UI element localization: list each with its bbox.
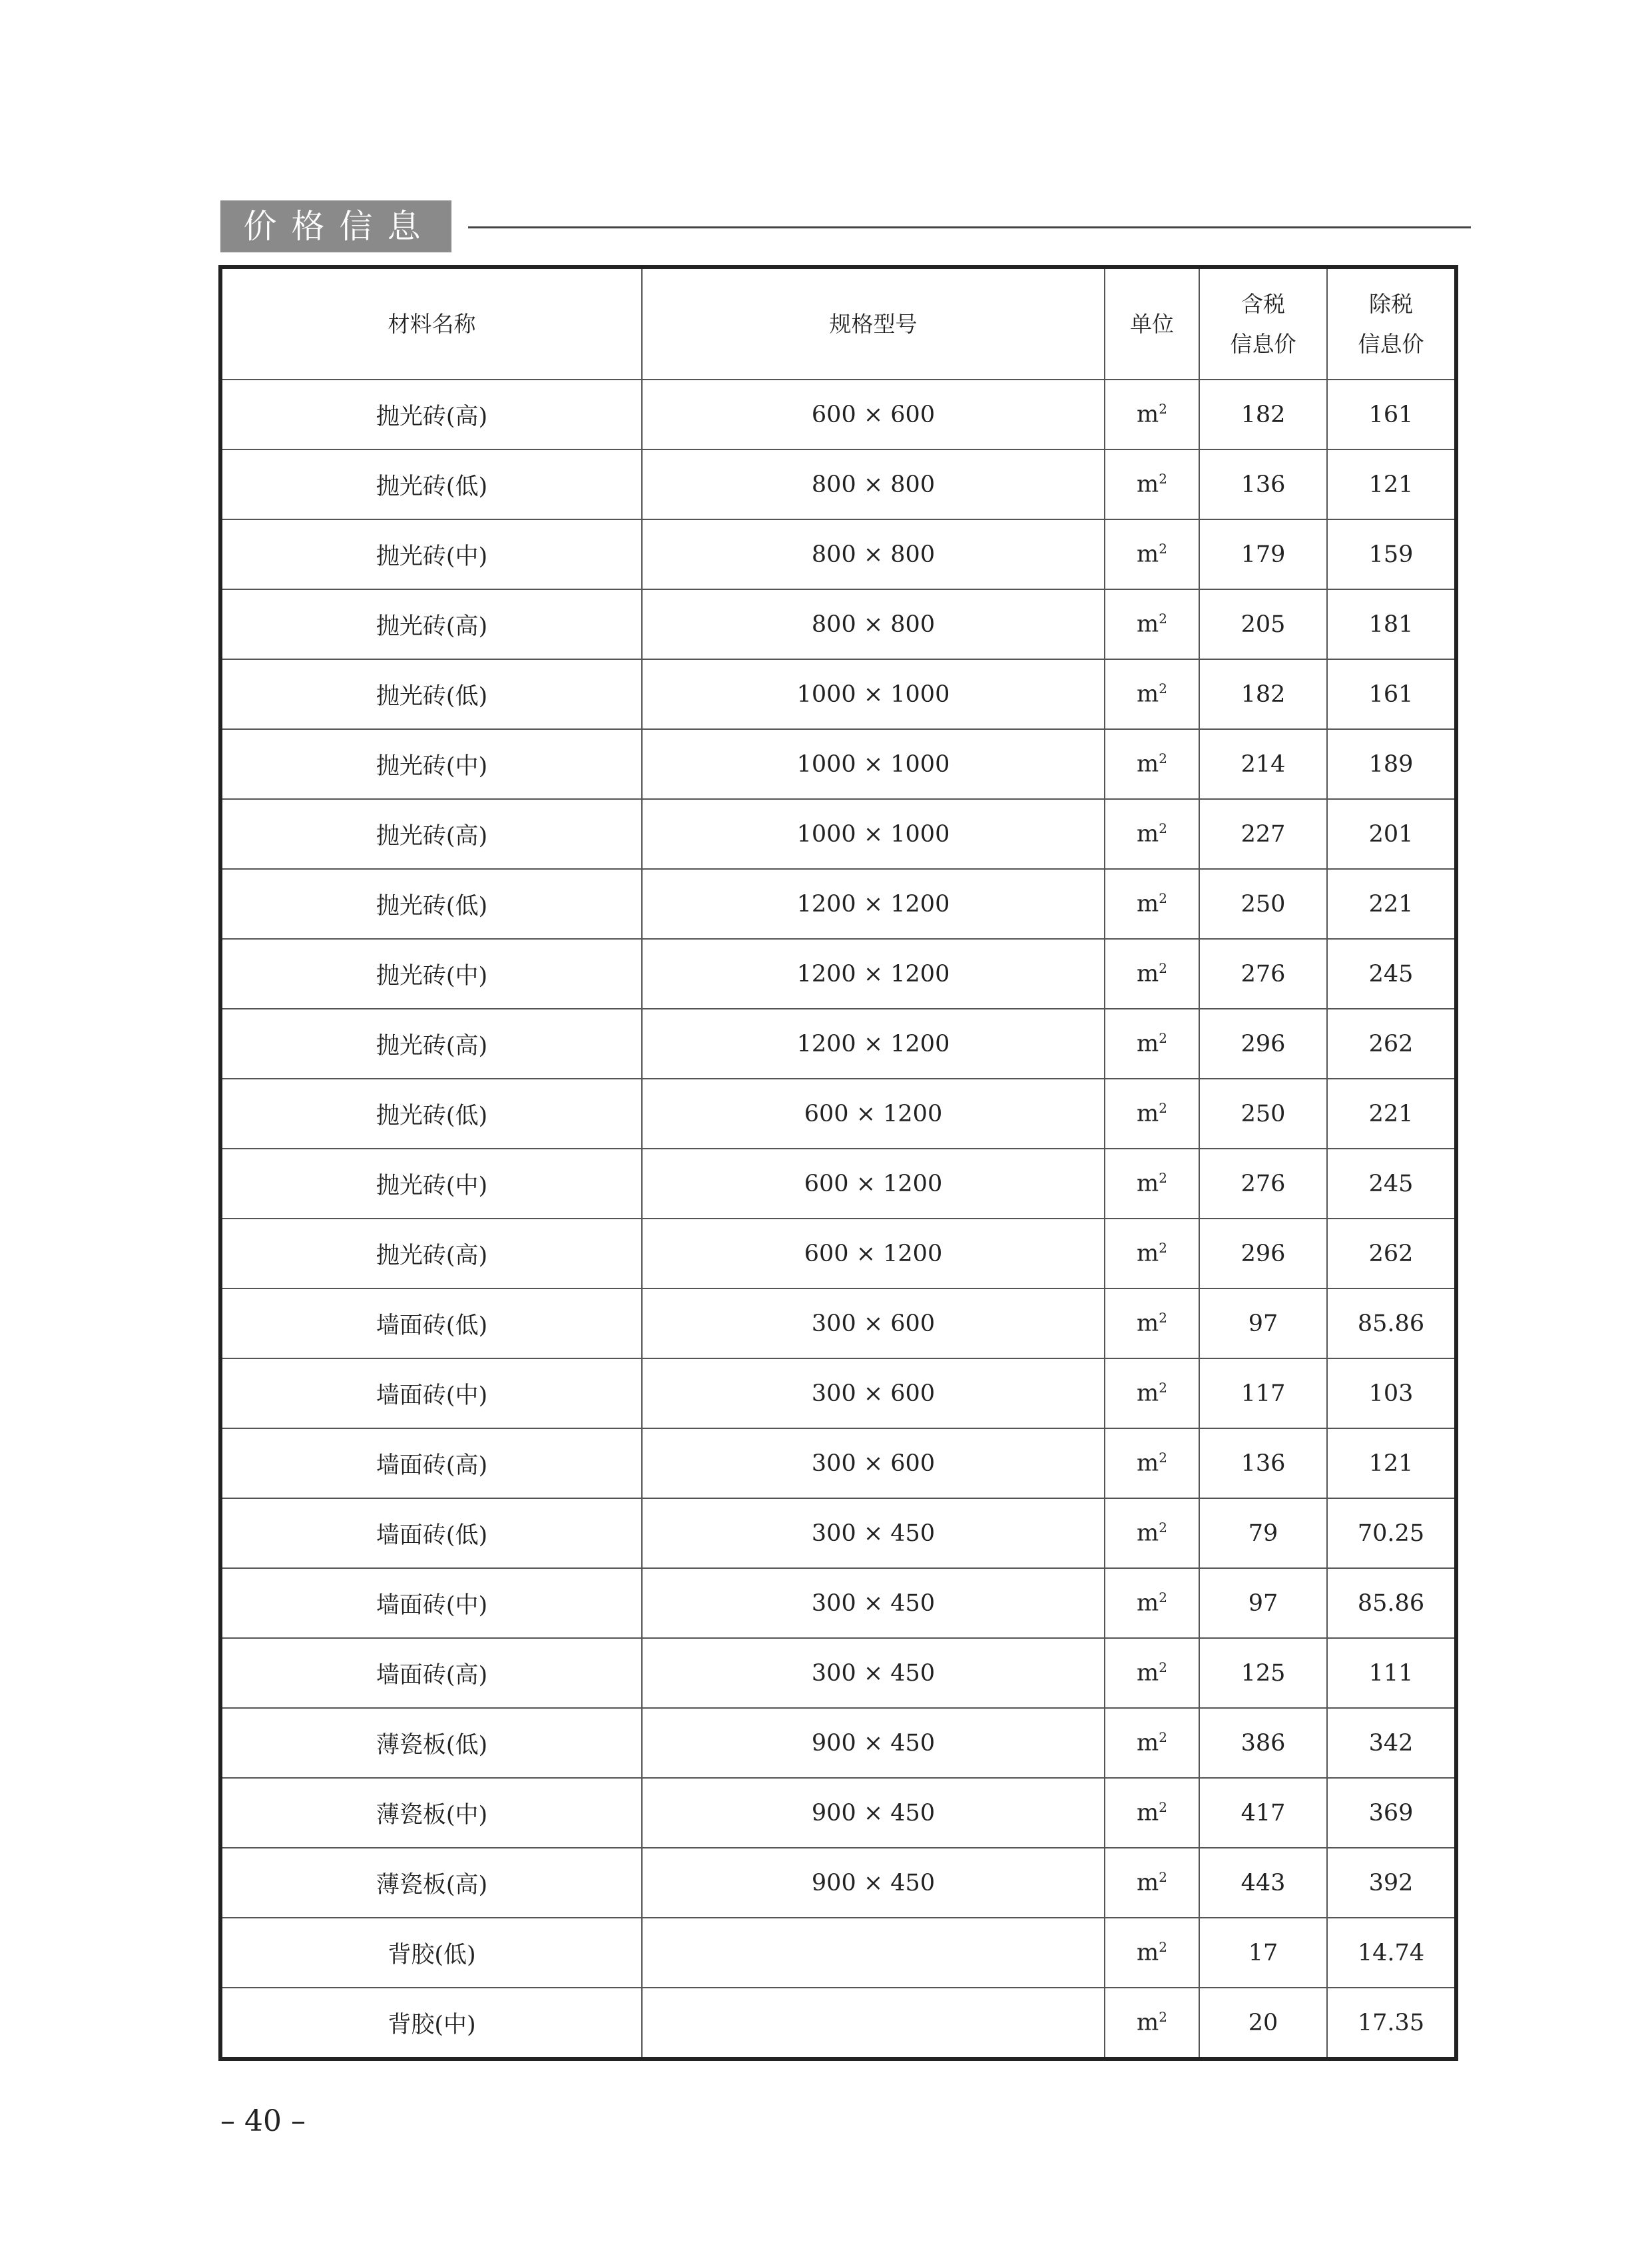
cell-material-name: 抛光砖(高) xyxy=(220,1219,642,1288)
table-header-row xyxy=(220,267,1456,380)
unit-exponent: 2 xyxy=(1159,1729,1167,1746)
cell-spec: 600 × 600 xyxy=(642,380,1105,449)
cell-price-without-tax: 245 xyxy=(1327,1149,1456,1219)
cell-spec: 900 × 450 xyxy=(642,1848,1105,1918)
table-row xyxy=(220,799,1456,869)
cell-price-without-tax: 201 xyxy=(1327,799,1456,869)
unit-base: m xyxy=(1137,1659,1159,1687)
cell-material-name: 抛光砖(低) xyxy=(220,449,642,519)
unit-exponent: 2 xyxy=(1159,1030,1167,1047)
cell-spec: 1200 × 1200 xyxy=(642,1009,1105,1079)
cell-price-with-tax: 117 xyxy=(1199,1358,1327,1428)
cell-spec: 800 × 800 xyxy=(642,589,1105,659)
table-row xyxy=(220,1778,1456,1848)
cell-spec: 1000 × 1000 xyxy=(642,799,1105,869)
unit-base: m xyxy=(1137,1170,1159,1197)
cell-spec: 900 × 450 xyxy=(642,1778,1105,1848)
cell-spec: 300 × 450 xyxy=(642,1568,1105,1638)
unit-exponent: 2 xyxy=(1159,1240,1167,1257)
unit-exponent: 2 xyxy=(1159,1380,1167,1396)
cell-unit xyxy=(1105,1009,1199,1079)
cell-price-with-tax: 214 xyxy=(1199,729,1327,799)
cell-unit xyxy=(1105,1149,1199,1219)
table-row xyxy=(220,449,1456,519)
cell-price-without-tax: 103 xyxy=(1327,1358,1456,1428)
cell-price-with-tax: 182 xyxy=(1199,380,1327,449)
unit-base: m xyxy=(1137,1450,1159,1477)
cell-spec xyxy=(642,1918,1105,1988)
cell-unit xyxy=(1105,1428,1199,1498)
unit-exponent: 2 xyxy=(1159,541,1167,557)
table-row xyxy=(220,1568,1456,1638)
cell-material-name: 抛光砖(中) xyxy=(220,939,642,1009)
table-row xyxy=(220,1988,1456,2059)
cell-unit xyxy=(1105,1568,1199,1638)
cell-material-name: 抛光砖(中) xyxy=(220,519,642,589)
unit-exponent: 2 xyxy=(1159,611,1167,627)
cell-price-without-tax: 70.25 xyxy=(1327,1498,1456,1568)
table-row xyxy=(220,1638,1456,1708)
cell-unit xyxy=(1105,1918,1199,1988)
table-row xyxy=(220,1009,1456,1079)
unit-base: m xyxy=(1137,1100,1159,1127)
cell-material-name: 薄瓷板(中) xyxy=(220,1778,642,1848)
unit-exponent: 2 xyxy=(1159,471,1167,487)
cell-price-with-tax: 20 xyxy=(1199,1988,1327,2059)
unit-base: m xyxy=(1137,1729,1159,1757)
table-row xyxy=(220,939,1456,1009)
unit-base: m xyxy=(1137,1869,1159,1896)
cell-price-without-tax: 392 xyxy=(1327,1848,1456,1918)
cell-material-name: 薄瓷板(高) xyxy=(220,1848,642,1918)
cell-spec: 300 × 600 xyxy=(642,1358,1105,1428)
cell-price-without-tax: 342 xyxy=(1327,1708,1456,1778)
cell-price-without-tax: 221 xyxy=(1327,869,1456,939)
cell-material-name: 抛光砖(高) xyxy=(220,799,642,869)
cell-spec: 600 × 1200 xyxy=(642,1219,1105,1288)
cell-unit xyxy=(1105,1079,1199,1149)
cell-price-without-tax: 245 xyxy=(1327,939,1456,1009)
cell-price-with-tax: 386 xyxy=(1199,1708,1327,1778)
unit-base: m xyxy=(1137,1030,1159,1057)
unit-base: m xyxy=(1137,1520,1159,1547)
price-table xyxy=(218,265,1458,2061)
unit-exponent: 2 xyxy=(1159,1799,1167,1816)
col-header-notax-price xyxy=(1327,267,1456,380)
cell-material-name: 抛光砖(低) xyxy=(220,659,642,729)
section-divider xyxy=(468,226,1471,228)
cell-unit xyxy=(1105,380,1199,449)
cell-price-without-tax: 221 xyxy=(1327,1079,1456,1149)
cell-material-name: 抛光砖(中) xyxy=(220,729,642,799)
cell-spec: 1200 × 1200 xyxy=(642,869,1105,939)
table-row xyxy=(220,519,1456,589)
cell-spec: 1200 × 1200 xyxy=(642,939,1105,1009)
cell-spec: 300 × 600 xyxy=(642,1288,1105,1358)
cell-unit xyxy=(1105,869,1199,939)
table-row xyxy=(220,1918,1456,1988)
col-header-unit: 单位 xyxy=(1105,267,1199,380)
unit-exponent: 2 xyxy=(1159,1310,1167,1326)
cell-price-with-tax: 97 xyxy=(1199,1288,1327,1358)
table-row xyxy=(220,380,1456,449)
cell-unit xyxy=(1105,799,1199,869)
table-row xyxy=(220,659,1456,729)
cell-price-with-tax: 250 xyxy=(1199,1079,1327,1149)
cell-price-without-tax: 111 xyxy=(1327,1638,1456,1708)
col-header-tax-line1: 含税 xyxy=(1241,290,1285,317)
cell-spec: 800 × 800 xyxy=(642,449,1105,519)
table-row xyxy=(220,869,1456,939)
unit-exponent: 2 xyxy=(1159,1450,1167,1466)
cell-material-name: 抛光砖(高) xyxy=(220,589,642,659)
cell-price-with-tax: 136 xyxy=(1199,449,1327,519)
cell-spec: 1000 × 1000 xyxy=(642,729,1105,799)
cell-price-with-tax: 417 xyxy=(1199,1778,1327,1848)
cell-price-without-tax: 161 xyxy=(1327,380,1456,449)
cell-material-name: 墙面砖(中) xyxy=(220,1568,642,1638)
table-row xyxy=(220,1288,1456,1358)
table-row xyxy=(220,1219,1456,1288)
unit-base: m xyxy=(1137,750,1159,778)
cell-price-with-tax: 182 xyxy=(1199,659,1327,729)
unit-base: m xyxy=(1137,541,1159,568)
unit-exponent: 2 xyxy=(1159,1939,1167,1956)
table-row xyxy=(220,1848,1456,1918)
cell-price-without-tax: 369 xyxy=(1327,1778,1456,1848)
unit-exponent: 2 xyxy=(1159,1589,1167,1606)
cell-unit xyxy=(1105,1358,1199,1428)
table-row xyxy=(220,1358,1456,1428)
cell-price-with-tax: 227 xyxy=(1199,799,1327,869)
cell-price-with-tax: 276 xyxy=(1199,1149,1327,1219)
table-row xyxy=(220,589,1456,659)
cell-price-without-tax: 17.35 xyxy=(1327,1988,1456,2059)
cell-price-with-tax: 179 xyxy=(1199,519,1327,589)
section-header xyxy=(220,200,1471,252)
cell-unit xyxy=(1105,1498,1199,1568)
cell-price-with-tax: 125 xyxy=(1199,1638,1327,1708)
unit-exponent: 2 xyxy=(1159,1520,1167,1536)
table-row xyxy=(220,1149,1456,1219)
cell-material-name: 墙面砖(高) xyxy=(220,1638,642,1708)
unit-exponent: 2 xyxy=(1159,681,1167,697)
table-row xyxy=(220,1708,1456,1778)
cell-material-name: 薄瓷板(低) xyxy=(220,1708,642,1778)
cell-material-name: 背胶(中) xyxy=(220,1988,642,2059)
cell-spec: 600 × 1200 xyxy=(642,1079,1105,1149)
cell-unit xyxy=(1105,1778,1199,1848)
cell-spec: 300 × 450 xyxy=(642,1498,1105,1568)
col-header-notax-line2: 信息价 xyxy=(1358,330,1424,357)
table-row xyxy=(220,729,1456,799)
cell-price-without-tax: 189 xyxy=(1327,729,1456,799)
cell-price-with-tax: 276 xyxy=(1199,939,1327,1009)
page-number: – 40 – xyxy=(220,2104,306,2138)
cell-material-name: 抛光砖(低) xyxy=(220,1079,642,1149)
unit-exponent: 2 xyxy=(1159,1869,1167,1886)
cell-unit xyxy=(1105,1848,1199,1918)
unit-base: m xyxy=(1137,611,1159,638)
cell-price-with-tax: 17 xyxy=(1199,1918,1327,1988)
cell-unit xyxy=(1105,1288,1199,1358)
unit-exponent: 2 xyxy=(1159,401,1167,418)
cell-price-with-tax: 296 xyxy=(1199,1009,1327,1079)
cell-price-without-tax: 85.86 xyxy=(1327,1288,1456,1358)
cell-price-without-tax: 85.86 xyxy=(1327,1568,1456,1638)
cell-price-without-tax: 262 xyxy=(1327,1219,1456,1288)
table-row xyxy=(220,1428,1456,1498)
cell-price-without-tax: 121 xyxy=(1327,1428,1456,1498)
cell-price-without-tax: 14.74 xyxy=(1327,1918,1456,1988)
unit-base: m xyxy=(1137,960,1159,988)
unit-base: m xyxy=(1137,471,1159,498)
cell-spec xyxy=(642,1988,1105,2059)
cell-price-with-tax: 136 xyxy=(1199,1428,1327,1498)
cell-unit xyxy=(1105,729,1199,799)
cell-spec: 600 × 1200 xyxy=(642,1149,1105,1219)
cell-price-without-tax: 161 xyxy=(1327,659,1456,729)
cell-material-name: 抛光砖(高) xyxy=(220,1009,642,1079)
unit-base: m xyxy=(1137,890,1159,918)
unit-base: m xyxy=(1137,1310,1159,1337)
unit-base: m xyxy=(1137,1939,1159,1966)
col-header-tax-price xyxy=(1199,267,1327,380)
cell-price-with-tax: 250 xyxy=(1199,869,1327,939)
cell-unit xyxy=(1105,519,1199,589)
cell-material-name: 抛光砖(中) xyxy=(220,1149,642,1219)
cell-material-name: 墙面砖(中) xyxy=(220,1358,642,1428)
cell-unit xyxy=(1105,1638,1199,1708)
col-header-spec: 规格型号 xyxy=(642,267,1105,380)
unit-exponent: 2 xyxy=(1159,1100,1167,1117)
cell-material-name: 墙面砖(高) xyxy=(220,1428,642,1498)
unit-exponent: 2 xyxy=(1159,1170,1167,1187)
unit-exponent: 2 xyxy=(1159,1659,1167,1676)
unit-exponent: 2 xyxy=(1159,820,1167,837)
cell-unit xyxy=(1105,659,1199,729)
cell-unit xyxy=(1105,1988,1199,2059)
col-header-tax-line2: 信息价 xyxy=(1230,330,1296,357)
unit-base: m xyxy=(1137,820,1159,848)
cell-material-name: 背胶(低) xyxy=(220,1918,642,1988)
cell-spec: 300 × 450 xyxy=(642,1638,1105,1708)
cell-spec: 800 × 800 xyxy=(642,519,1105,589)
cell-unit xyxy=(1105,1708,1199,1778)
cell-material-name: 墙面砖(低) xyxy=(220,1498,642,1568)
cell-price-with-tax: 296 xyxy=(1199,1219,1327,1288)
unit-exponent: 2 xyxy=(1159,890,1167,907)
col-header-notax-line1: 除税 xyxy=(1369,290,1413,317)
section-title: 价格信息 xyxy=(220,200,451,252)
cell-spec: 300 × 600 xyxy=(642,1428,1105,1498)
table-row xyxy=(220,1498,1456,1568)
cell-price-with-tax: 97 xyxy=(1199,1568,1327,1638)
cell-price-without-tax: 159 xyxy=(1327,519,1456,589)
cell-price-with-tax: 443 xyxy=(1199,1848,1327,1918)
cell-unit xyxy=(1105,449,1199,519)
cell-unit xyxy=(1105,1219,1199,1288)
unit-exponent: 2 xyxy=(1159,2009,1167,2026)
cell-spec: 900 × 450 xyxy=(642,1708,1105,1778)
cell-price-without-tax: 121 xyxy=(1327,449,1456,519)
unit-base: m xyxy=(1137,2009,1159,2036)
cell-material-name: 抛光砖(高) xyxy=(220,380,642,449)
unit-base: m xyxy=(1137,1589,1159,1617)
cell-material-name: 墙面砖(低) xyxy=(220,1288,642,1358)
unit-exponent: 2 xyxy=(1159,750,1167,767)
cell-spec: 1000 × 1000 xyxy=(642,659,1105,729)
unit-base: m xyxy=(1137,1240,1159,1267)
cell-unit xyxy=(1105,939,1199,1009)
cell-price-without-tax: 181 xyxy=(1327,589,1456,659)
col-header-name: 材料名称 xyxy=(220,267,642,380)
cell-price-without-tax: 262 xyxy=(1327,1009,1456,1079)
table-row xyxy=(220,1079,1456,1149)
cell-price-with-tax: 79 xyxy=(1199,1498,1327,1568)
cell-price-with-tax: 205 xyxy=(1199,589,1327,659)
unit-base: m xyxy=(1137,1380,1159,1407)
unit-base: m xyxy=(1137,681,1159,708)
unit-base: m xyxy=(1137,1799,1159,1827)
unit-exponent: 2 xyxy=(1159,960,1167,977)
cell-unit xyxy=(1105,589,1199,659)
unit-base: m xyxy=(1137,401,1159,428)
cell-material-name: 抛光砖(低) xyxy=(220,869,642,939)
table-body xyxy=(220,380,1456,2059)
